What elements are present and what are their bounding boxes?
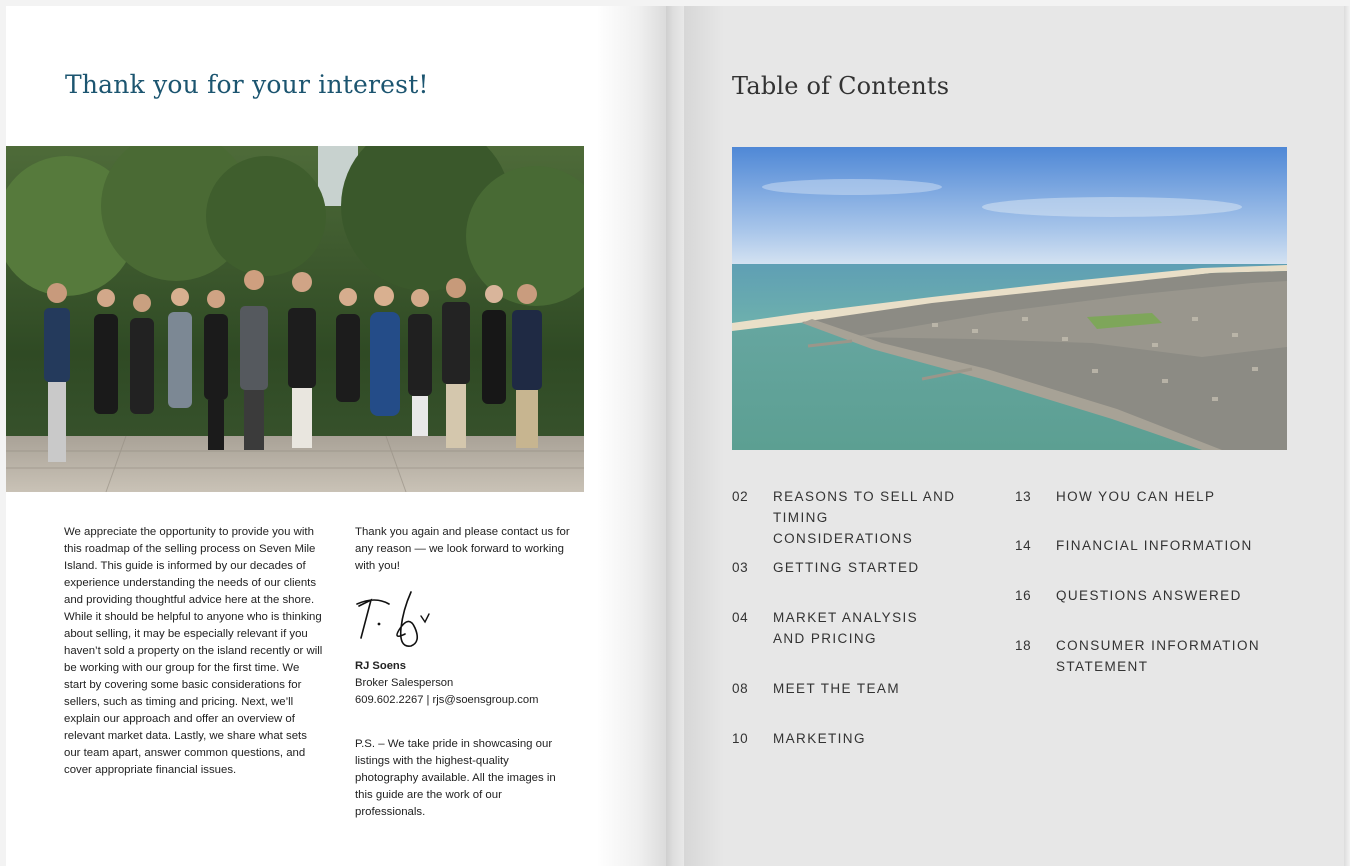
toc-label: REASONS TO SELL AND TIMING CONSIDERATIONS (773, 489, 956, 546)
thanks-paragraph: Thank you again and please contact us for any reason — we look forward to working with you! (355, 526, 570, 572)
toc-label: MARKET ANALYSIS AND PRICING (773, 610, 919, 646)
toc-item[interactable] (732, 557, 973, 578)
toc-item[interactable] (732, 728, 973, 749)
toc-label: MARKETING (773, 731, 866, 746)
signer-name: RJ Soens (355, 660, 406, 672)
toc-item[interactable] (1015, 585, 1256, 606)
toc-item[interactable] (1015, 486, 1256, 507)
toc-item[interactable] (732, 486, 973, 549)
toc-item[interactable] (732, 678, 973, 699)
toc-item[interactable] (1015, 535, 1296, 556)
toc-label: HOW YOU CAN HELP (1056, 489, 1216, 504)
toc-page-number: 08 (732, 681, 749, 696)
signer-title: Broker Salesperson (355, 677, 454, 689)
toc-item[interactable] (732, 607, 923, 649)
signer-contact: 609.602.2267 | rjs@soensgroup.com (355, 694, 539, 706)
toc-page-number: 10 (732, 731, 749, 746)
toc-label: GETTING STARTED (773, 560, 920, 575)
toc-page-number: 04 (732, 610, 749, 625)
toc-page-number: 03 (732, 560, 749, 575)
intro-paragraph: We appreciate the opportunity to provide you with this roadmap of the selling process on Seven Mile Island. This guide is informed by our decades of experience understanding the needs of our clients and providing thoughtful advice here at the shore. While it should be helpful to anyone who is thinking about selling, it may be especially relevant if you haven’t sold a property on the island recently or will be working with our group for the first time. We start by covering some basic considerations for sellers, such as timing and pricing. Next, we’ll explain our approach and offer an overview of relevant market data. Lastly, we share what sets our team apart, answer common questions, and cover appropriate financial issues. (64, 526, 323, 776)
toc-page-number: 02 (732, 489, 749, 504)
toc-page-number: 13 (1015, 489, 1032, 504)
toc-label: CONSUMER INFORMATION STATEMENT (1056, 638, 1260, 674)
toc-label: FINANCIAL INFORMATION (1056, 538, 1253, 553)
page-edge (1344, 6, 1350, 866)
toc-page-number: 18 (1015, 638, 1032, 653)
toc-label: QUESTIONS ANSWERED (1056, 588, 1242, 603)
book-gutter (666, 6, 684, 866)
right-page (684, 6, 1344, 866)
toc-page-number: 16 (1015, 588, 1032, 603)
ps-paragraph: P.S. – We take pride in showcasing our listings with the highest-quality photography available. All the images in this guide are the work of our professionals. (355, 738, 556, 818)
page-title: Thank you for your interest! (65, 70, 429, 99)
signature-image (355, 590, 445, 654)
team-photo (6, 146, 584, 492)
left-page (6, 6, 666, 866)
toc-item[interactable] (1015, 635, 1266, 677)
toc-label: MEET THE TEAM (773, 681, 900, 696)
toc-title: Table of Contents (732, 72, 950, 100)
closing-column (355, 524, 585, 818)
toc-page-number: 14 (1015, 538, 1032, 553)
aerial-photo (732, 147, 1287, 450)
